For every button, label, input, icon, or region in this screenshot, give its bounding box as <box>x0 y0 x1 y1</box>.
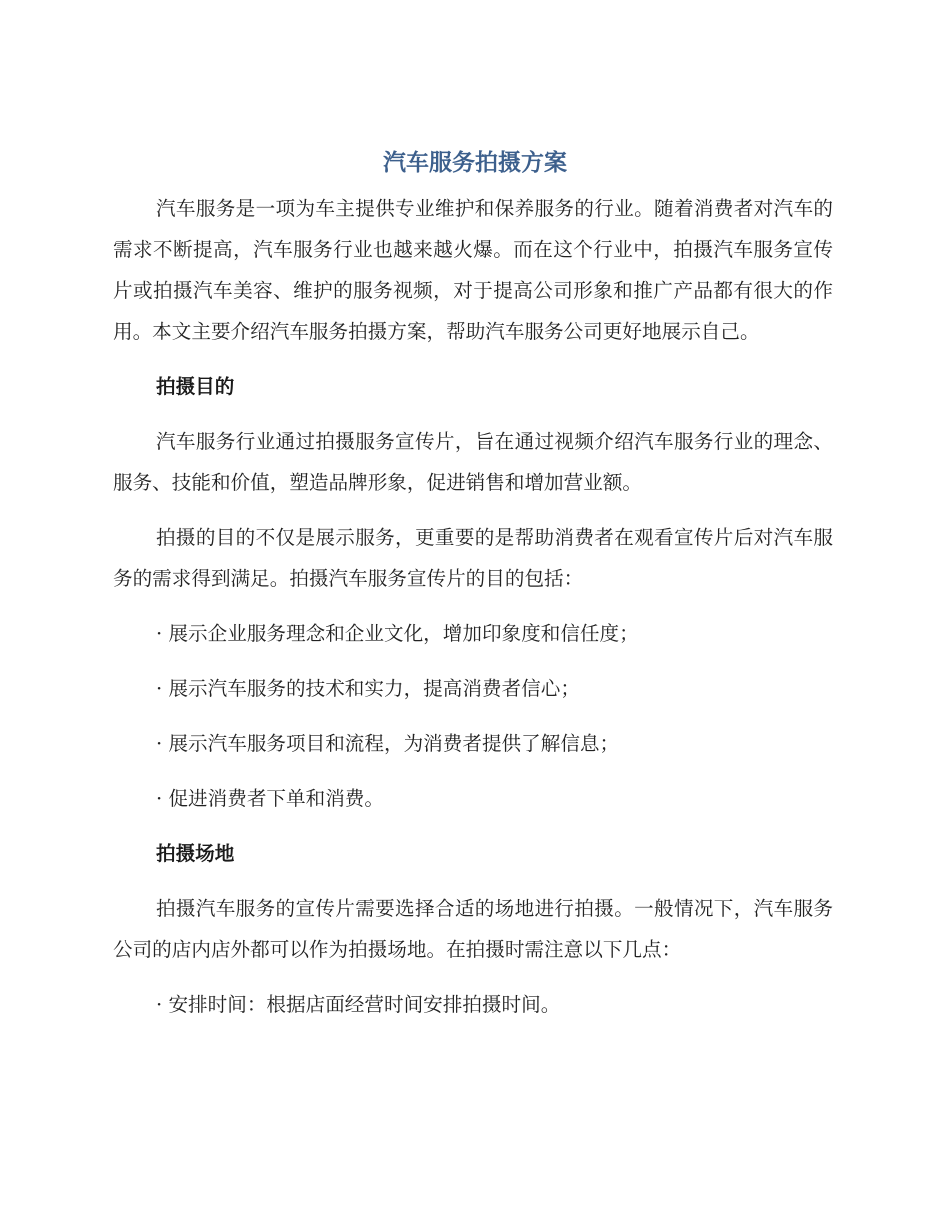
intro-paragraph: 汽车服务是一项为车主提供专业维护和保养服务的行业。随着消费者对汽车的需求不断提高，汽车服务行业也越来越火爆。而在这个行业中，拍摄汽车服务宣传片或拍摄汽车美容、维护的服务视频，对于提高公司形象和推广产品都有很大的作用。本文主要介绍汽车服务拍摄方案，帮助汽车服务公司更好地展示自己。 <box>113 197 833 343</box>
purpose-bullet-3: · 展示汽车服务项目和流程，为消费者提供了解信息； <box>156 732 620 755</box>
document-body <box>113 188 833 1025</box>
purpose-paragraph-1: 汽车服务行业通过拍摄服务宣传片，旨在通过视频介绍汽车服务行业的理念、服务、技能和价值，塑造品牌形象，促进销售和增加营业额。 <box>113 430 833 494</box>
purpose-bullet-1: · 展示企业服务理念和企业文化，增加印象度和信任度； <box>156 622 639 645</box>
location-paragraph-1: 拍摄汽车服务的宣传片需要选择合适的场地进行拍摄。一般情况下，汽车服务公司的店内店外都可以作为拍摄场地。在拍摄时需注意以下几点： <box>113 897 833 961</box>
purpose-bullet-4: · 促进消费者下单和消费。 <box>156 787 384 810</box>
purpose-bullet-2: · 展示汽车服务的技术和实力，提高消费者信心； <box>156 677 580 700</box>
document-title: 汽车服务拍摄方案 <box>383 150 567 176</box>
location-bullet-1: · 安排时间：根据店面经营时间安排拍摄时间。 <box>156 993 561 1016</box>
purpose-paragraph-2: 拍摄的目的不仅是展示服务，更重要的是帮助消费者在观看宣传片后对汽车服务的需求得到满足。拍摄汽车服务宣传片的目的包括： <box>113 526 833 590</box>
section-heading-purpose: 拍摄目的 <box>156 375 235 398</box>
section-heading-location: 拍摄场地 <box>156 842 235 865</box>
